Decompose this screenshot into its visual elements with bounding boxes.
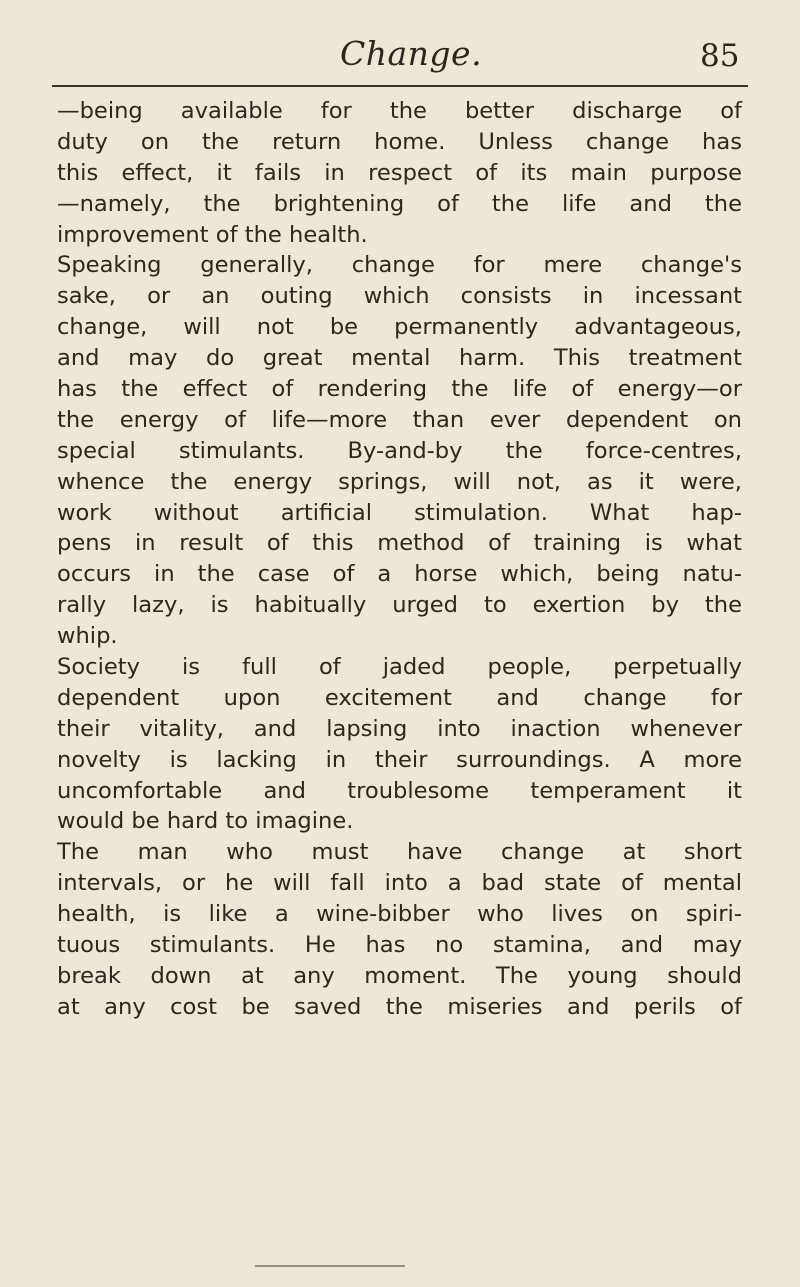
text-line: sake, or an outing which consists in incessant bbox=[57, 283, 742, 310]
text-line: —being available for the better discharge of bbox=[57, 98, 742, 124]
text-line: the energy of life—more than ever dependent on bbox=[57, 406, 742, 433]
text-line: intervals, or he will fall into a bad state of mental bbox=[57, 870, 742, 897]
bottom-edge-mark bbox=[255, 1265, 405, 1267]
text-line: improvement of the health. bbox=[57, 221, 368, 248]
text-line: whence the energy springs, will not, as it were, bbox=[57, 468, 742, 495]
text-line: —namely, the brightening of the life and the bbox=[57, 190, 742, 217]
text-line: and may do great mental harm. This treatment bbox=[57, 345, 742, 372]
text-line: tuous stimulants. He has no stamina, and may bbox=[57, 932, 742, 959]
text-line: duty on the return home. Unless change has bbox=[57, 128, 742, 155]
text-line: novelty is lacking in their surroundings. A more bbox=[57, 746, 742, 773]
text-line: this effect, it fails in respect of its main purpose bbox=[57, 159, 742, 186]
text-line: Speaking generally, change for mere change's bbox=[57, 252, 742, 279]
body-text bbox=[57, 96, 742, 1023]
text-line: their vitality, and lapsing into inaction whenever bbox=[57, 715, 742, 742]
page-header bbox=[0, 34, 800, 86]
text-line: The man who must have change at short bbox=[57, 839, 742, 866]
text-line: Society is full of jaded people, perpetually bbox=[57, 654, 742, 681]
text-line: would be hard to imagine. bbox=[57, 808, 354, 835]
text-line: at any cost be saved the miseries and perils of bbox=[57, 993, 742, 1020]
page-number: 85 bbox=[700, 38, 740, 74]
running-title: Change. bbox=[340, 34, 483, 73]
text-line: special stimulants. By-and-by the force-centres, bbox=[57, 437, 742, 464]
text-line: rally lazy, is habitually urged to exertion by the bbox=[57, 592, 742, 619]
text-line: dependent upon excitement and change for bbox=[57, 684, 742, 711]
text-line: pens in result of this method of training is what bbox=[57, 530, 742, 557]
text-line: break down at any moment. The young should bbox=[57, 962, 742, 989]
text-line: health, is like a wine-bibber who lives on spiri- bbox=[57, 901, 742, 928]
header-rule bbox=[52, 85, 748, 87]
text-line: uncomfortable and troublesome temperament it bbox=[57, 777, 742, 804]
text-line: change, will not be permanently advantageous, bbox=[57, 314, 742, 341]
text-line: whip. bbox=[57, 623, 118, 650]
text-line: occurs in the case of a horse which, being natu- bbox=[57, 561, 742, 588]
text-line: work without artificial stimulation. What hap- bbox=[57, 499, 742, 526]
text-line: has the effect of rendering the life of energy—or bbox=[57, 376, 742, 403]
